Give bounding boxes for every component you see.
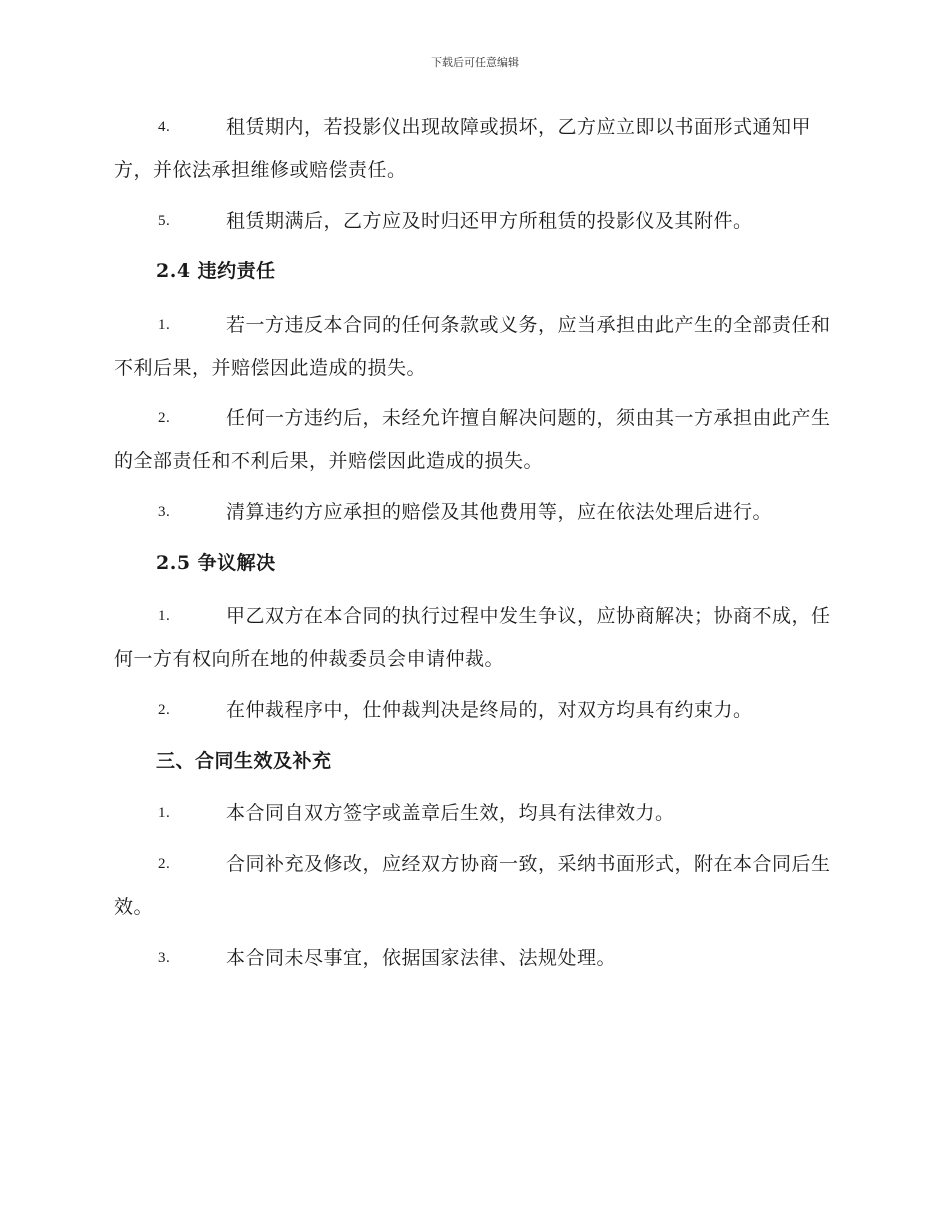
clause-text: 清算违约方应承担的赔偿及其他费用等，应在依法处理后进行。 [226, 501, 773, 523]
clause-item [114, 689, 832, 732]
clause-text: 合同补充及修改，应经双方协商一致，采纳书面形式，附在本合同后生效。 [114, 853, 831, 918]
page-header-note: 下载后可任意编辑 [431, 56, 519, 69]
clause-number: 4. [158, 119, 171, 135]
clause-item [114, 397, 832, 483]
clause-item [114, 106, 832, 192]
section-heading: 三、合同生效及补充 [156, 750, 332, 772]
section-heading: 2.4 违约责任 [156, 260, 276, 282]
section-heading: 2.5 争议解决 [156, 552, 276, 574]
clause-text: 甲乙双方在本合同的执行过程中发生争议，应协商解决；协商不成，任何一方有权向所在地的仲裁委员会申请仲裁。 [114, 605, 831, 670]
clause-text: 本合同自双方签字或盖章后生效，均具有法律效力。 [226, 802, 675, 824]
clause-item [114, 843, 832, 929]
clause-text: 任何一方违约后，未经允许擅自解决问题的，须由其一方承担由此产生的全部责任和不利后果，并赔偿因此造成的损失。 [114, 407, 831, 472]
clause-item [114, 200, 832, 243]
clause-text: 本合同未尽事宜，依据国家法律、法规处理。 [226, 947, 617, 969]
clause-text: 租赁期满后，乙方应及时归还甲方所租赁的投影仪及其附件。 [226, 210, 753, 232]
clause-item [114, 304, 832, 390]
clause-number: 5. [158, 213, 171, 229]
clause-text: 在仲裁程序中，仕仲裁判决是终局的，对双方均具有约束力。 [226, 699, 753, 721]
clause-item [114, 595, 832, 681]
clause-number: 3. [158, 504, 171, 520]
clause-number: 2. [158, 702, 171, 718]
clause-number: 3. [158, 950, 171, 966]
clause-number: 1. [158, 317, 171, 333]
clause-number: 1. [158, 608, 171, 624]
clause-number: 2. [158, 410, 171, 426]
clause-number: 1. [158, 805, 171, 821]
clause-text: 若一方违反本合同的任何条款或义务，应当承担由此产生的全部责任和不利后果，并赔偿因此造成的损失。 [114, 314, 831, 379]
clause-text: 租赁期内，若投影仪出现故障或损坏，乙方应立即以书面形式通知甲方，并依法承担维修或赔偿责任。 [114, 116, 812, 181]
clause-item [114, 792, 832, 835]
clause-number: 2. [158, 856, 171, 872]
clause-item [114, 937, 832, 980]
clause-item [114, 491, 832, 534]
